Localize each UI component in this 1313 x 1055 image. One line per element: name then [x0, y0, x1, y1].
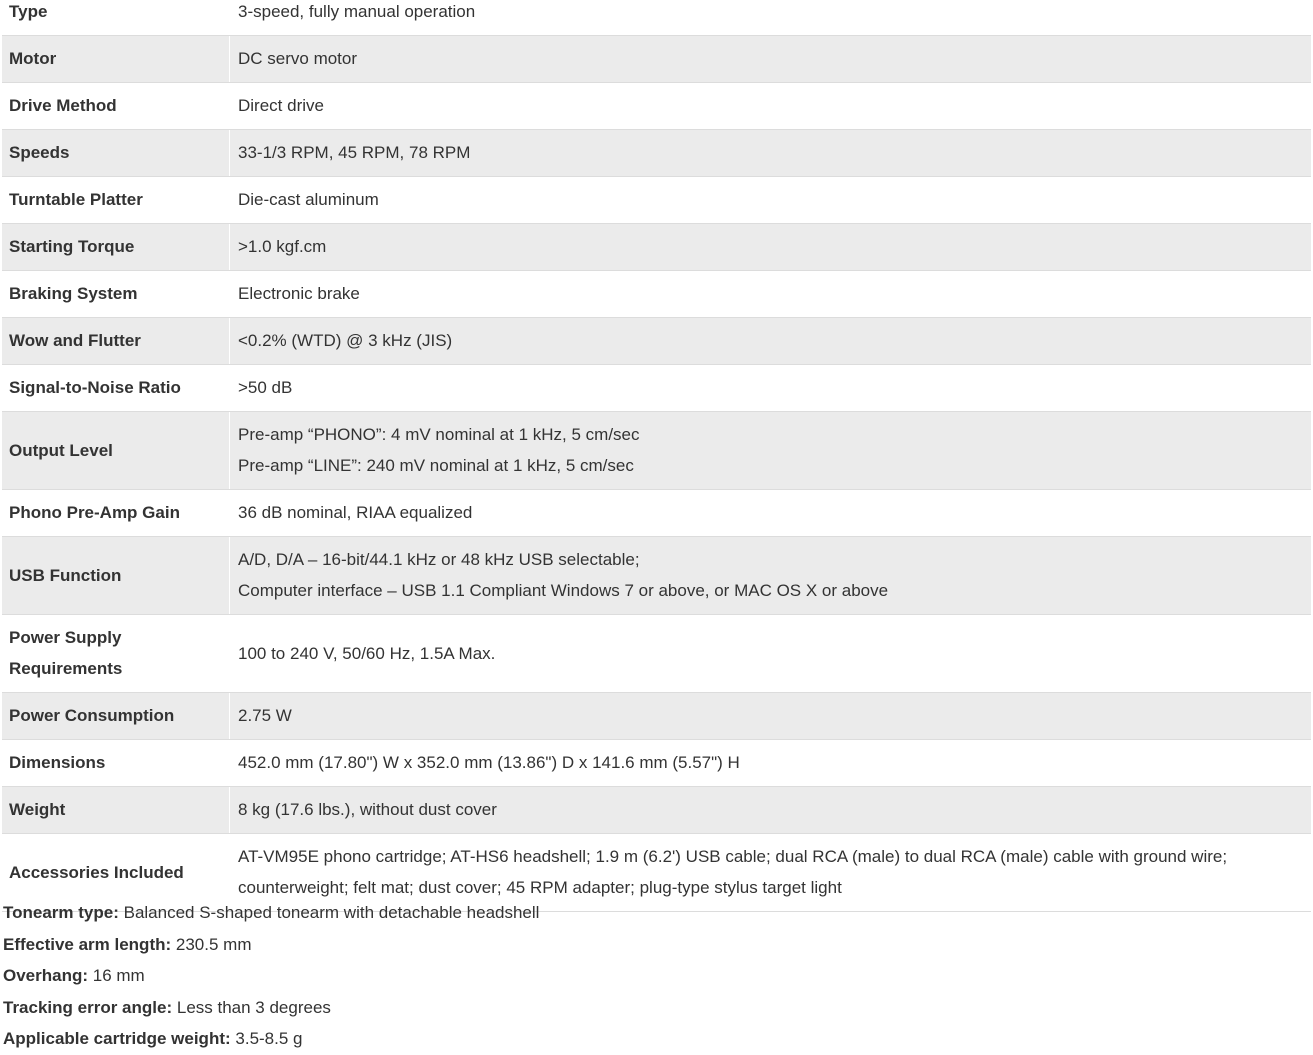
- spec-value: Direct drive: [230, 83, 1312, 130]
- spec-row: [2, 271, 1311, 318]
- tonearm-spec-value: 16 mm: [92, 966, 145, 985]
- spec-value: >50 dB: [230, 365, 1312, 412]
- tonearm-specs: [3, 897, 1303, 1055]
- spec-row: [2, 787, 1311, 834]
- tonearm-spec-key: Tonearm type:: [3, 903, 119, 922]
- spec-row: [2, 224, 1311, 271]
- spec-label: Type: [2, 0, 230, 36]
- spec-label: Signal-to-Noise Ratio: [2, 365, 230, 412]
- spec-value: 100 to 240 V, 50/60 Hz, 1.5A Max.: [230, 615, 1312, 693]
- spec-value: Pre-amp “PHONO”: 4 mV nominal at 1 kHz, 5 cm/sec Pre-amp “LINE”: 240 mV nominal at 1 kHz, 5 cm/sec: [230, 412, 1312, 490]
- spec-label: Phono Pre-Amp Gain: [2, 490, 230, 537]
- spec-row: [2, 365, 1311, 412]
- tonearm-spec-key: Overhang:: [3, 966, 89, 985]
- spec-label: Drive Method: [2, 83, 230, 130]
- spec-row: [2, 740, 1311, 787]
- spec-value: 36 dB nominal, RIAA equalized: [230, 490, 1312, 537]
- spec-row: [2, 318, 1311, 365]
- spec-value: Electronic brake: [230, 271, 1312, 318]
- spec-value: 3-speed, fully manual operation: [230, 0, 1312, 36]
- tonearm-spec-key: Applicable cartridge weight:: [3, 1029, 231, 1048]
- spec-row: [2, 177, 1311, 224]
- spec-label: Output Level: [2, 412, 230, 490]
- spec-row: [2, 0, 1311, 36]
- spec-label: Power Supply Requirements: [2, 615, 230, 693]
- spec-row: [2, 615, 1311, 693]
- tonearm-spec-row: [3, 992, 1303, 1024]
- spec-value: Die-cast aluminum: [230, 177, 1312, 224]
- spec-row: [2, 490, 1311, 537]
- spec-table: [2, 0, 1311, 912]
- spec-row: [2, 36, 1311, 83]
- spec-table-body: [2, 0, 1311, 912]
- spec-row: [2, 412, 1311, 490]
- spec-value: AT-VM95E phono cartridge; AT-HS6 headshell; 1.9 m (6.2') USB cable; dual RCA (male) to dual RCA (male) cable with ground wire; counterweight; felt mat; dust cover; 45 RPM adapter; plug-type stylus target light: [230, 834, 1312, 912]
- tonearm-spec-value: Less than 3 degrees: [176, 997, 331, 1017]
- tonearm-spec-row: [3, 1023, 1303, 1055]
- tonearm-spec-value: 3.5-8.5 g: [235, 1029, 303, 1048]
- spec-label: USB Function: [2, 537, 230, 615]
- spec-row: [2, 537, 1311, 615]
- spec-label: Wow and Flutter: [2, 318, 230, 365]
- spec-value: 452.0 mm (17.80") W x 352.0 mm (13.86") D x 141.6 mm (5.57") H: [230, 740, 1312, 787]
- spec-value: >1.0 kgf.cm: [230, 224, 1312, 271]
- tonearm-spec-value: 230.5 mm: [175, 934, 252, 954]
- spec-value: 2.75 W: [230, 693, 1312, 740]
- spec-row: [2, 83, 1311, 130]
- tonearm-spec-key: Tracking error angle:: [3, 997, 173, 1017]
- spec-label: Weight: [2, 787, 230, 834]
- spec-label: Braking System: [2, 271, 230, 318]
- tonearm-spec-value: Balanced S-shaped tonearm with detachable headshell: [123, 903, 540, 922]
- spec-label: Accessories Included: [2, 834, 230, 912]
- spec-value: 33-1/3 RPM, 45 RPM, 78 RPM: [230, 130, 1312, 177]
- tonearm-spec-row: [3, 897, 1303, 929]
- spec-label: Starting Torque: [2, 224, 230, 271]
- tonearm-spec-row: [3, 960, 1303, 992]
- spec-label: Dimensions: [2, 740, 230, 787]
- tonearm-spec-row: [3, 929, 1303, 961]
- spec-label: Motor: [2, 36, 230, 83]
- spec-value: 8 kg (17.6 lbs.), without dust cover: [230, 787, 1312, 834]
- spec-value: <0.2% (WTD) @ 3 kHz (JIS): [230, 318, 1312, 365]
- tonearm-spec-key: Effective arm length:: [3, 934, 172, 954]
- spec-value: A/D, D/A – 16-bit/44.1 kHz or 48 kHz USB selectable; Computer interface – USB 1.1 Compliant Windows 7 or above, or MAC OS X or above: [230, 537, 1312, 615]
- spec-row: [2, 130, 1311, 177]
- spec-label: Power Consumption: [2, 693, 230, 740]
- spec-label: Speeds: [2, 130, 230, 177]
- spec-value: DC servo motor: [230, 36, 1312, 83]
- spec-label: Turntable Platter: [2, 177, 230, 224]
- spec-row: [2, 693, 1311, 740]
